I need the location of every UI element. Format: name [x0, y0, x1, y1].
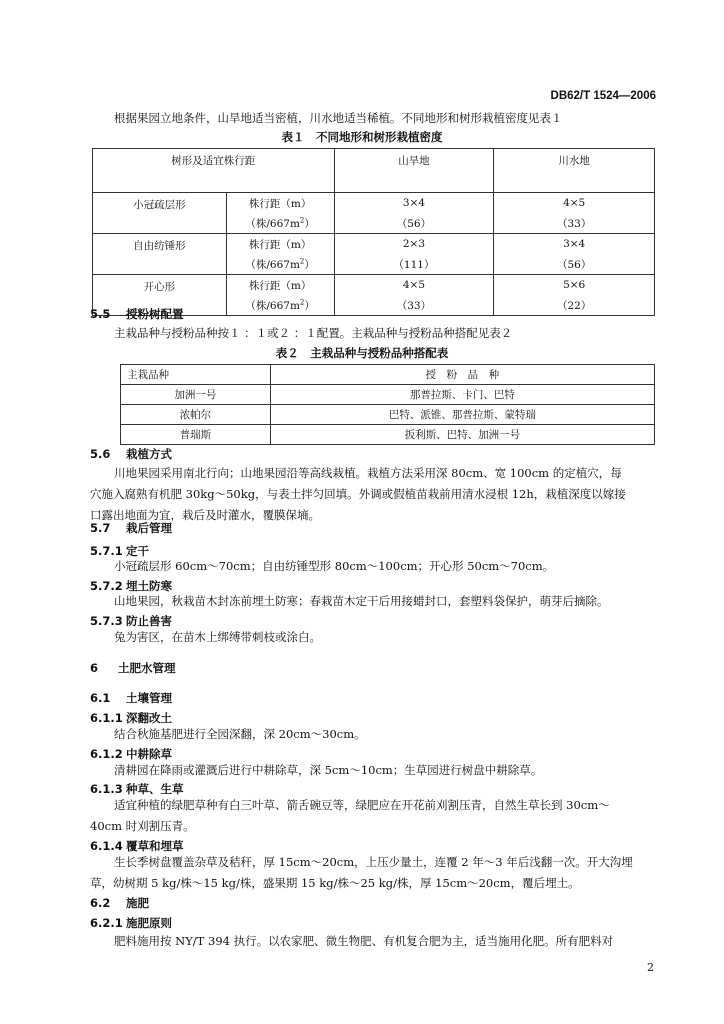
table2-pollinator-varieties: 那普拉斯、卡门、巴特 [270, 385, 654, 405]
table1-shape-cell: 自由纺锤形 [93, 234, 227, 275]
table2-header-main: 主栽品种 [121, 365, 271, 385]
table1-header-shape: 树形及适宜株行距 [93, 149, 335, 193]
table2-main-variety: 普瑞斯 [121, 425, 271, 445]
section-5-7-2-heading: 5.7.2 埋土防寒 [90, 579, 172, 593]
section-5-7-3-heading: 5.7.3 防止兽害 [90, 614, 172, 628]
table2-pollinator-varieties: 巴特、派锥、那普拉斯、蒙特瑞 [270, 405, 654, 425]
table2-caption: 表２ 主栽品种与授粉品种搭配表 [275, 346, 449, 360]
section-6-1-3-text: 适宜种植的绿肥草种有白三叶草、箭舌碗豆等，绿肥应在开花前刈割压青，自然生草长到 30cm～ 40cm 时刈割压青。 [90, 798, 610, 833]
section-6-2-heading: 6.2 施肥 [90, 896, 149, 910]
table1-river-density: （22） [494, 295, 655, 316]
section-6-heading: 6 土肥水管理 [90, 661, 176, 675]
intro-paragraph: 根据果园立地条件，山旱地适当密植，川水地适当稀植。不同地形和树形栽植密度见表１ [114, 111, 563, 125]
table1-hill-density: （111） [334, 254, 494, 275]
table1-density-label: （株$/667m^2$） [226, 295, 334, 316]
section-6-1-4-text: 生长季树盘覆盖杂草及秸秆，厚 15cm～20cm，上压少量土，连覆 2 年～3 年后浅翻一次。开大沟埋 草，幼树期 5 kg/株～15 kg/株，盛果期 15 kg/株～25 kg/株，厚 15cm～20cm，覆后埋土。 [90, 855, 633, 890]
section-6-1-4-heading: 6.1.4 覆草和埋草 [90, 839, 184, 853]
section-6-2-1-text: 肥料施用按 NY/T 394 执行。以农家肥、微生物肥、有机复合肥为主，适当施用化肥。所有肥料对 [114, 934, 614, 948]
table1-river-spacing: 3×4 [494, 234, 655, 255]
document-code: DB62/T 1524—2006 [550, 90, 656, 102]
table1-density-label: （株$/667m^2$） [226, 213, 334, 234]
section-5-7-1-text: 小冠疏层形 60cm～70cm；自由纺锤型形 80cm～100cm；开心形 50cm～70cm。 [114, 559, 555, 573]
section-5-5-text: 主栽品种与授粉品种按１ ：１或２ ：１配置。主栽品种与授粉品种搭配见表２ [114, 326, 513, 340]
table1-river-density: （56） [494, 254, 655, 275]
section-6-1-1-heading: 6.1.1 深翻改土 [90, 711, 172, 725]
table1-spacing-label: 株行距（m） [226, 234, 334, 255]
table2-pollinator-matching [120, 364, 655, 445]
table1-hill-spacing: 2×3 [334, 234, 494, 255]
table1-planting-density [92, 148, 655, 316]
table1-hill-spacing: 3×4 [334, 193, 494, 214]
table1-header-hill: 山旱地 [334, 149, 494, 193]
table1-hill-spacing: 4×5 [334, 275, 494, 296]
table2-header-pollinator: 授 粉 品 种 [270, 365, 654, 385]
page-number: 2 [647, 961, 654, 974]
table2-pollinator-varieties: 扳利斯、巴特、加洲一号 [270, 425, 654, 445]
table1-shape-cell: 小冠疏层形 [93, 193, 227, 234]
table1-river-density: （33） [494, 213, 655, 234]
table1-spacing-label: 株行距（m） [226, 275, 334, 296]
table2-main-variety: 浓帕尔 [121, 405, 271, 425]
table1-hill-density: （56） [334, 213, 494, 234]
table1-spacing-label: 株行距（m） [226, 193, 334, 214]
section-5-7-heading: 5.7 栽后管理 [90, 521, 172, 535]
section-6-2-1-heading: 6.2.1 施肥原则 [90, 916, 172, 930]
section-6-1-2-heading: 6.1.2 中耕除草 [90, 747, 172, 761]
section-5-5-heading: 5.5 授粉树配置 [90, 307, 184, 321]
section-5-7-2-text: 山地果园，秋栽苗木封冻前埋土防寒；春栽苗木定干后用接蜡封口，套塑料袋保护，萌芽后摘除。 [114, 594, 609, 608]
section-5-7-1-heading: 5.7.1 定干 [90, 544, 149, 558]
section-5-7-3-text: 兔为害区，在苗木上绑缚带刺枝或涂白。 [114, 630, 321, 644]
section-6-1-heading: 6.1 土壤管理 [90, 691, 172, 705]
table1-hill-density: （33） [334, 295, 494, 316]
table1-shape-cell: 开心形 [93, 275, 227, 316]
section-6-1-2-text: 清耕园在降雨或灌溉后进行中耕除草，深 5cm～10cm；生草园进行树盘中耕除草。 [114, 763, 543, 777]
section-6-1-1-text: 结合秋施基肥进行全园深翻，深 20cm～30cm。 [114, 727, 366, 741]
section-5-6-text: 川地果园采用南北行向；山地果园沿等高线栽植。栽植方法采用深 80cm、宽 100cm 的定植穴，每 穴施入腐熟有机肥 30kg～50kg，与表土拌匀回填。外调或假植苗栽前用清水浸根 12h，栽植深度以嫁接 口露出地面为宜，栽后及时灌水，覆膜保墒。 [90, 466, 626, 522]
section-6-1-3-heading: 6.1.3 种草、生草 [90, 782, 184, 796]
section-5-6-heading: 5.6 栽植方式 [90, 447, 172, 461]
table1-caption: 表１ 不同地形和树形栽植密度 [281, 130, 443, 144]
table1-density-label: （株$/667m^2$） [226, 254, 334, 275]
table1-river-spacing: 4×5 [494, 193, 655, 214]
table1-header-river: 川水地 [494, 149, 655, 193]
table2-main-variety: 加洲一号 [121, 385, 271, 405]
table1-river-spacing: 5×6 [494, 275, 655, 296]
